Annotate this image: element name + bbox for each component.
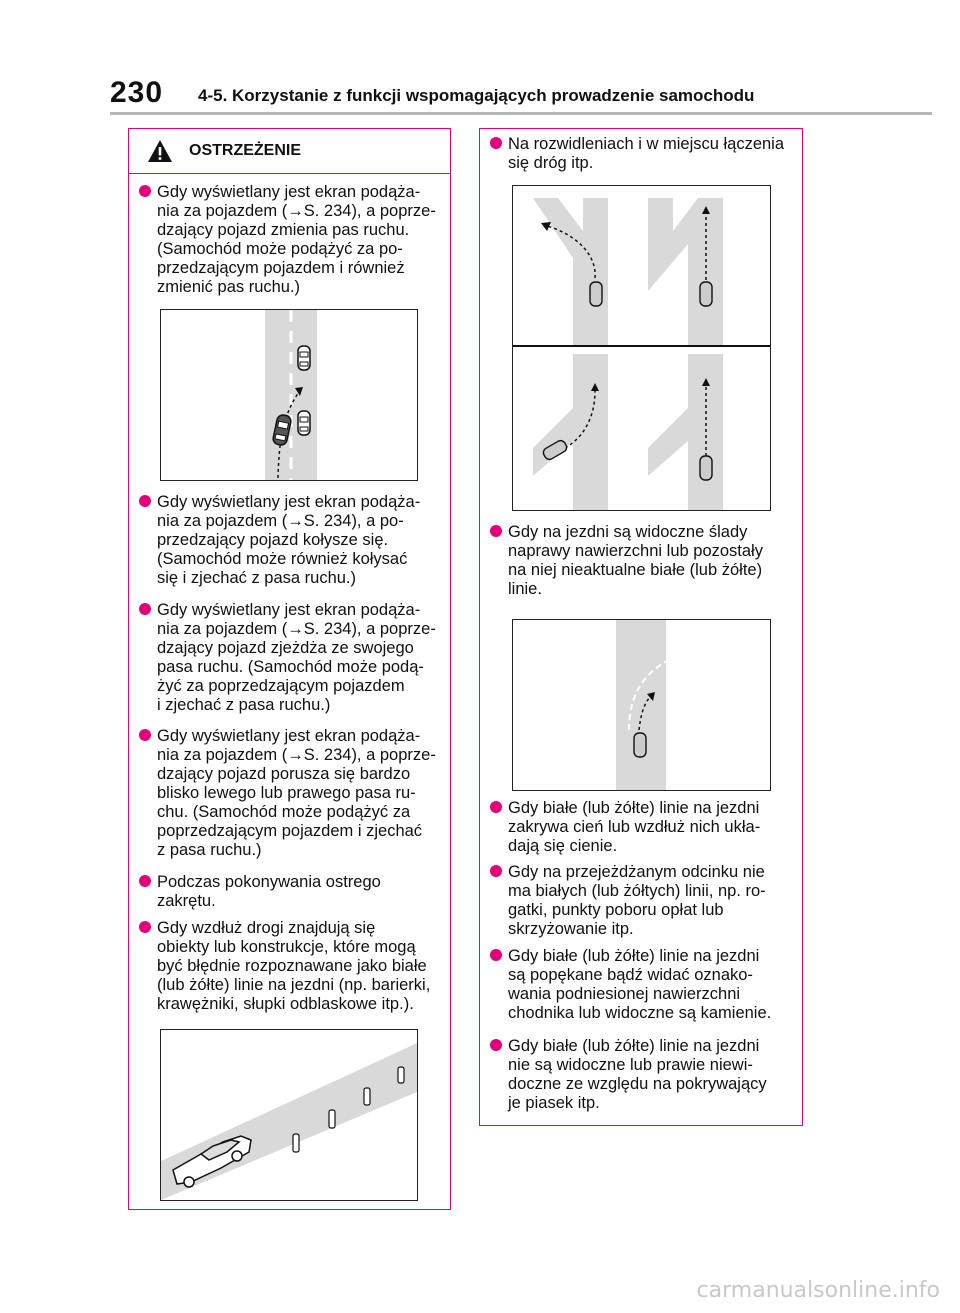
figure-road-forks (512, 185, 771, 511)
figure-roadside-posts (160, 1029, 418, 1201)
warning-triangle-icon (147, 139, 173, 163)
car-follow (298, 411, 310, 435)
bullet-dot (139, 603, 151, 615)
bullet-dot (490, 949, 502, 961)
warning-header (129, 129, 450, 174)
warning-box: OSTRZEŻENIE Gdy wyświetlany jest ekran podąża- nia za pojazdem (→S. 234), a poprze- dzający pojazd zmienia pas ruchu. (Samochód może podążyć za po- przedzającym pojazdem i również zmienić pas ruchu.) Gdy wyświetlany jest ekran podąża- nia za pojazdem (→S. 234), a po- przedzający pojazd kołysze się. (Samochód może również kołysać się i zjechać z pasa ruchu.) Gdy wyświetlany jest ekran podąża- nia za pojazdem (→S. 234), a poprze- dzający pojazd zjeżdża ze swojego pasa ruchu. (Samochód może podą- żyć za poprzedzającym pojazdem i zjechać z pasa ruchu.) Gdy wyświetlany jest ekran podąża- nia za pojazdem (→S. 234), a poprze- dzający pojazd porusza się bardzo blisko lewego lub prawego pasa ru- chu. (Samochód może podążyć za poprzedzającym pojazdem i zjechać z pasa ruchu.) Podczas pokonywania ostrego zakrętu. Gdy wzdłuż drogi znajdują się obiekty lub konstrukcje, które mogą być błędnie rozpoznawane jako białe (lub żółte) linie na jezdni (np. barierki, krawężniki, słupki odblaskowe itp.). (128, 128, 451, 1210)
bullet-dot (139, 495, 151, 507)
warning-title: OSTRZEŻENIE (189, 142, 302, 159)
car-lead (298, 346, 310, 370)
bullet-dot (490, 865, 502, 877)
conditions-box: Na rozwidleniach i w miejscu łączenia się dróg itp. Gdy na jezdni są widoczne ślady naprawy nawierzchni lub pozostały na niej nieaktualne białe (lub żółte) linie. Gdy białe (lub żółte) linie na jezdni zakrywa cień lub wzdłuż nich ukła- dają się cienie. Gdy na przejeżdżanym odcinku nie ma białych (lub żółtych) linii, np. ro- gatki, punkty poboru opłat lub skrzyżowanie itp. Gdy białe (lub żółte) linie na jezdni są popękane bądź widać oznako- wania podniesionej nawierzchni chodnika lub widoczne są kamienie. Gdy białe (lub żółte) linie na jezdni nie są widoczne lub prawie niewi- doczne ze względu na pokrywający je piasek itp. (479, 128, 803, 1126)
bullet-dot (490, 801, 502, 813)
bullet-dot (139, 185, 151, 197)
figure-old-markings (512, 619, 771, 791)
bullet-dot (490, 137, 502, 149)
footer-watermark: carmanualsonline.info (696, 1278, 940, 1303)
bullet-dot (490, 1039, 502, 1051)
figure-lane-change (160, 309, 418, 481)
section-title: 4-5. Korzystanie z funkcji wspomagających prowadzenie samochodu (198, 86, 755, 105)
bullet-dot (139, 729, 151, 741)
header-divider (110, 112, 932, 115)
bullet-dot (490, 525, 502, 537)
bullet-dot (139, 921, 151, 933)
page-number: 230 (110, 76, 164, 109)
bullet-dot (139, 875, 151, 887)
